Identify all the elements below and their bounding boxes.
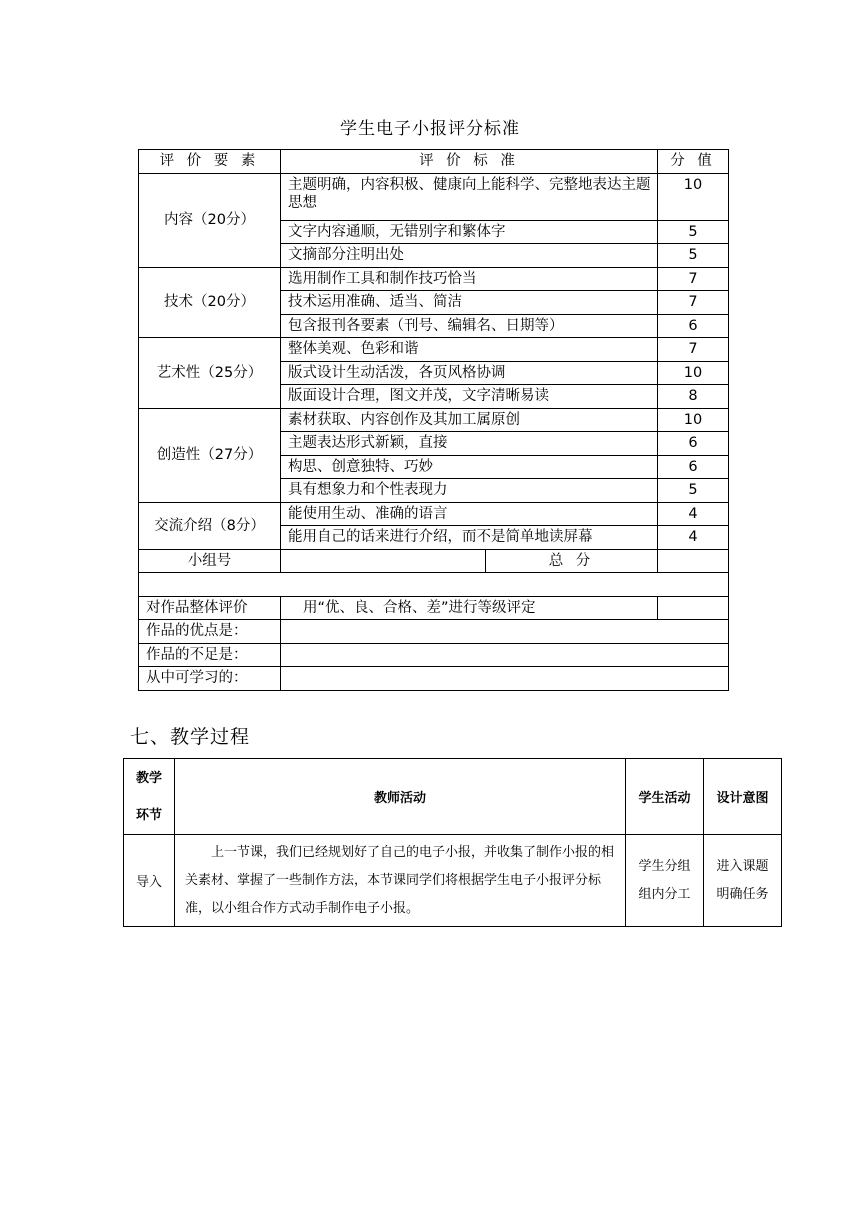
criteria-text: 文摘部分注明出处 bbox=[281, 244, 658, 268]
table-row bbox=[139, 173, 729, 220]
rubric-header-row bbox=[139, 150, 729, 174]
table-row bbox=[124, 835, 782, 927]
learn-field[interactable] bbox=[281, 667, 729, 691]
criteria-text: 素材获取、内容创作及其加工属原创 bbox=[281, 408, 658, 432]
merits-row bbox=[139, 620, 729, 644]
student-activity-line2: 组内分工 bbox=[638, 886, 691, 902]
criteria-score: 4 bbox=[658, 526, 729, 550]
header-criteria: 评 价 标 准 bbox=[281, 150, 658, 174]
process-table bbox=[123, 758, 782, 927]
stage-cell: 导入 bbox=[124, 835, 175, 927]
criteria-score: 4 bbox=[658, 502, 729, 526]
criteria-score: 6 bbox=[658, 314, 729, 338]
criteria-text: 具有想象力和个性表现力 bbox=[281, 479, 658, 503]
rubric-title: 学生电子小报评分标准 bbox=[340, 119, 520, 139]
criteria-score: 8 bbox=[658, 385, 729, 409]
header-stage bbox=[124, 759, 175, 835]
header-element: 评 价 要 素 bbox=[139, 150, 281, 174]
criteria-score: 6 bbox=[658, 455, 729, 479]
group-number-label: 小组号 bbox=[139, 549, 281, 573]
group-name: 艺术性（25分） bbox=[139, 338, 281, 409]
criteria-text: 版式设计生动活泼，各页风格协调 bbox=[281, 361, 658, 385]
group-name: 交流介绍（8分） bbox=[139, 502, 281, 549]
table-row bbox=[139, 408, 729, 432]
criteria-score: 6 bbox=[658, 432, 729, 456]
overall-text: 用“优、良、合格、差”进行等级评定 bbox=[281, 596, 658, 620]
process-header-row bbox=[124, 759, 782, 835]
group-total-row bbox=[139, 549, 729, 573]
total-score-field[interactable] bbox=[658, 549, 729, 573]
criteria-score: 5 bbox=[658, 220, 729, 244]
criteria-score: 10 bbox=[658, 361, 729, 385]
criteria-score: 7 bbox=[658, 291, 729, 315]
header-stage-line2: 环节 bbox=[135, 807, 162, 823]
section-title: 七、教学过程 bbox=[130, 726, 251, 748]
criteria-text: 主题明确，内容积极、健康向上能科学、完整地表达主题思想 bbox=[281, 173, 658, 220]
criteria-score: 5 bbox=[658, 244, 729, 268]
criteria-score: 10 bbox=[658, 408, 729, 432]
overall-row bbox=[139, 596, 729, 620]
rubric-table bbox=[138, 149, 729, 691]
criteria-text: 能使用生动、准确的语言 bbox=[281, 502, 658, 526]
criteria-text: 主题表达形式新颖，直接 bbox=[281, 432, 658, 456]
criteria-text: 包含报刊各要素（刊号、编辑名、日期等） bbox=[281, 314, 658, 338]
criteria-text: 版面设计合理，图文并茂，文字清晰易读 bbox=[281, 385, 658, 409]
group-name: 技术（20分） bbox=[139, 267, 281, 338]
merits-label: 作品的优点是： bbox=[139, 620, 281, 644]
teacher-activity-cell bbox=[175, 835, 626, 927]
merits-field[interactable] bbox=[281, 620, 729, 644]
header-score: 分 值 bbox=[658, 150, 729, 174]
learn-label: 从中可学习的： bbox=[139, 667, 281, 691]
student-activity-cell bbox=[626, 835, 704, 927]
blank-cell bbox=[139, 573, 729, 597]
criteria-text: 能用自己的话来进行介绍，而不是简单地读屏幕 bbox=[281, 526, 658, 550]
criteria-text: 文字内容通顺，无错别字和繁体字 bbox=[281, 220, 658, 244]
header-teacher: 教师活动 bbox=[175, 759, 626, 835]
header-stage-line1: 教学 bbox=[135, 770, 162, 786]
table-row bbox=[139, 338, 729, 362]
criteria-text: 选用制作工具和制作技巧恰当 bbox=[281, 267, 658, 291]
criteria-score: 7 bbox=[658, 338, 729, 362]
design-intent-cell bbox=[704, 835, 782, 927]
group-number-field[interactable] bbox=[281, 549, 486, 573]
criteria-score: 10 bbox=[658, 173, 729, 220]
teacher-activity-text: 上一节课，我们已经规划好了自己的电子小报，并收集了制作小报的相关素材、掌握了一些制作方法，本节课同学们将根据学生电子小报评分标准，以小组合作方式动手制作电子小报。 bbox=[185, 845, 615, 916]
demerits-row bbox=[139, 643, 729, 667]
learn-row bbox=[139, 667, 729, 691]
table-row bbox=[139, 267, 729, 291]
criteria-text: 构思、创意独特、巧妙 bbox=[281, 455, 658, 479]
design-intent-line2: 明确任务 bbox=[716, 886, 769, 902]
overall-grade-field[interactable] bbox=[658, 596, 729, 620]
student-activity-line1: 学生分组 bbox=[638, 858, 691, 874]
total-label: 总 分 bbox=[486, 549, 658, 573]
criteria-score: 7 bbox=[658, 267, 729, 291]
design-intent-line1: 进入课题 bbox=[716, 858, 769, 874]
header-student: 学生活动 bbox=[626, 759, 704, 835]
criteria-score: 5 bbox=[658, 479, 729, 503]
header-intent: 设计意图 bbox=[704, 759, 782, 835]
overall-label: 对作品整体评价 bbox=[139, 596, 281, 620]
criteria-text: 技术运用准确、适当、简洁 bbox=[281, 291, 658, 315]
demerits-field[interactable] bbox=[281, 643, 729, 667]
demerits-label: 作品的不足是： bbox=[139, 643, 281, 667]
group-name: 创造性（27分） bbox=[139, 408, 281, 502]
group-name: 内容（20分） bbox=[139, 173, 281, 267]
table-row bbox=[139, 502, 729, 526]
criteria-text: 整体美观、色彩和谐 bbox=[281, 338, 658, 362]
blank-row bbox=[139, 573, 729, 597]
